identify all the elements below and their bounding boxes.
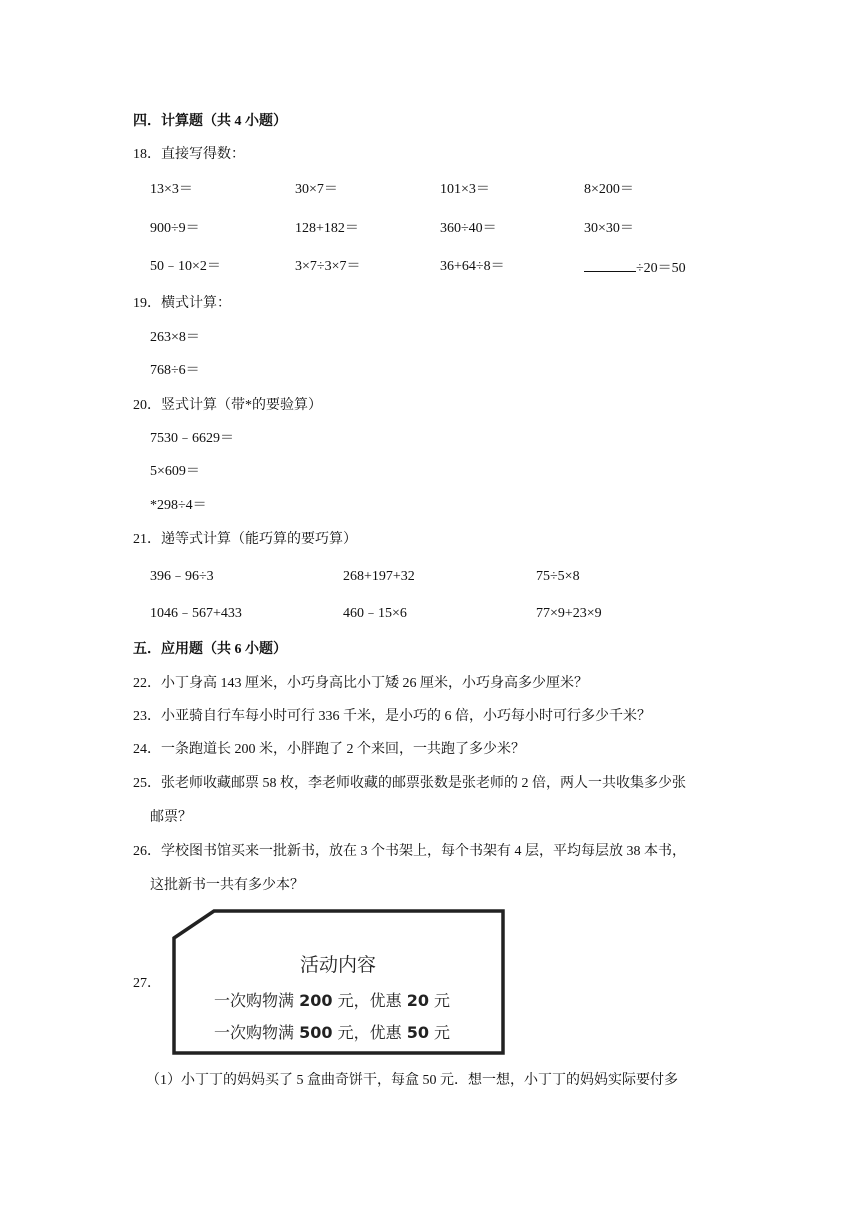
q18-label: 18．直接写得数：: [133, 147, 245, 162]
q18-item: 13×3＝: [150, 182, 193, 197]
q19-label: 19．横式计算：: [133, 296, 231, 311]
q18-item: 8×200＝: [584, 182, 634, 197]
q23-text: 23．小亚骑自行车每小时可行 336 千米，是小巧的 6 倍，小巧每小时可行多少千米？: [133, 709, 651, 724]
q26-text-line1: 26．学校图书馆买来一批新书，放在 3 个书架上，每个书架有 4 层，平均每层放 38 本书，: [133, 844, 686, 859]
q20-label: 20．竖式计算（带*的要验算）: [133, 398, 322, 413]
section4-title: 四．计算题（共 4 小题）: [133, 114, 287, 129]
q18-item: 36+64÷8＝: [440, 259, 505, 274]
section5-title: 五．应用题（共 6 小题）: [133, 642, 287, 657]
promotion-box: [170, 908, 506, 1056]
q21-item: 396﹣96÷3: [150, 569, 214, 584]
q20-item: 5×609＝: [150, 464, 200, 479]
q26-text-line2: 这批新书一共有多少本？: [150, 878, 304, 893]
q22-text: 22．小丁身高 143 厘米，小巧身高比小丁矮 26 厘米，小巧身高多少厘米？: [133, 676, 588, 691]
q21-item: 1046﹣567+433: [150, 606, 242, 621]
q18-item: 50﹣10×2＝: [150, 259, 221, 274]
q18-item: 30×7＝: [295, 182, 338, 197]
promotion-offer: 一次购物满 200 元，优惠 20 元: [214, 991, 451, 1010]
q19-item: 263×8＝: [150, 330, 200, 345]
q20-item: *298÷4＝: [150, 498, 207, 513]
q21-item: 75÷5×8: [536, 569, 580, 584]
q25-text-line2: 邮票？: [150, 810, 192, 825]
q24-text: 24．一条跑道长 200 米，小胖跑了 2 个来回，一共跑了多少米？: [133, 742, 525, 757]
q18-fill-blank-item: ÷20＝50: [584, 257, 686, 279]
q18-item: 900÷9＝: [150, 221, 200, 236]
promotion-offer: 一次购物满 500 元，优惠 50 元: [214, 1023, 451, 1042]
promotion-box-title: 活动内容: [299, 954, 376, 976]
q27-sub1-text: （1）小丁丁的妈妈买了 5 盒曲奇饼干，每盒 50 元．想一想，小丁丁的妈妈实际要付多: [146, 1073, 678, 1088]
q21-label: 21．递等式计算（能巧算的要巧算）: [133, 532, 357, 547]
q27-number: 27．: [133, 976, 161, 991]
q18-item: 128+182＝: [295, 221, 359, 236]
q21-item: 77×9+23×9: [536, 606, 602, 621]
answer-blank: [584, 257, 636, 272]
q20-item: 7530﹣6629＝: [150, 431, 234, 446]
q25-text-line1: 25．张老师收藏邮票 58 枚，李老师收藏的邮票张数是张老师的 2 倍，两人一共收集多少张: [133, 776, 686, 791]
q18-item: 30×30＝: [584, 221, 634, 236]
q18-item: 3×7÷3×7＝: [295, 259, 361, 274]
q21-item: 460﹣15×6: [343, 606, 407, 621]
q18-item: 360÷40＝: [440, 221, 497, 236]
q18-item: 101×3＝: [440, 182, 490, 197]
q19-item: 768÷6＝: [150, 363, 200, 378]
q21-item: 268+197+32: [343, 569, 415, 584]
